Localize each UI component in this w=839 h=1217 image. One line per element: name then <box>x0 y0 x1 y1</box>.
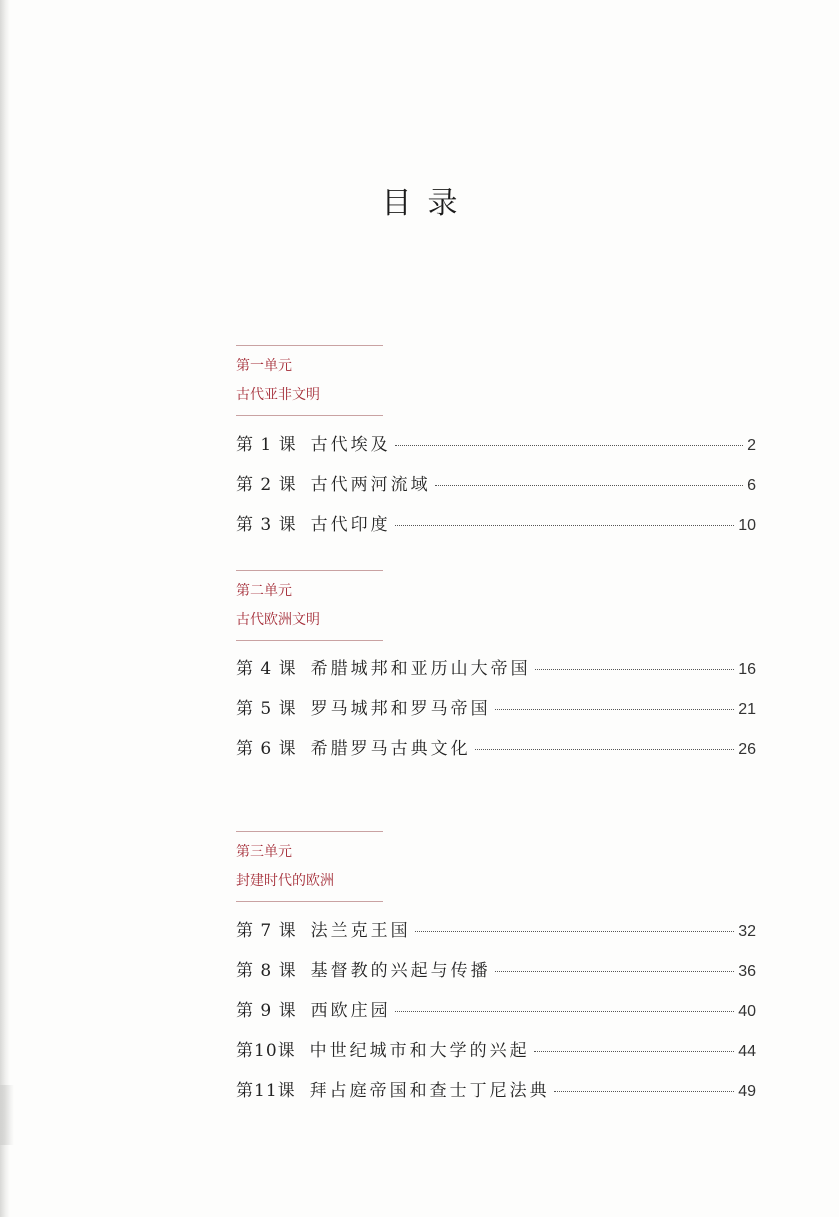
unit-top-rule <box>236 831 383 832</box>
unit-bottom-rule <box>236 901 383 902</box>
page-number: 6 <box>747 477 756 494</box>
page-number: 32 <box>738 923 756 940</box>
lesson-number: 第 9 课 <box>236 1001 297 1021</box>
unit-name: 古代亚非文明 <box>236 387 320 403</box>
lesson-number: 第 7 课 <box>236 921 297 941</box>
lesson-title: 古代埃及 <box>310 435 391 455</box>
lesson-number: 第 6 课 <box>236 739 297 759</box>
lesson-list-2 <box>236 654 756 774</box>
page-number: 44 <box>738 1043 756 1060</box>
unit-bottom-rule <box>236 415 383 416</box>
lesson-number: 第11课 <box>236 1081 296 1101</box>
lesson-title: 希腊罗马古典文化 <box>310 739 471 759</box>
lesson-title: 基督教的兴起与传播 <box>310 961 491 981</box>
unit-top-rule <box>236 345 383 346</box>
dot-leader <box>554 1091 735 1092</box>
page-number: 40 <box>738 1003 756 1020</box>
toc-entry[interactable] <box>236 430 756 470</box>
lesson-title: 西欧庄园 <box>310 1001 391 1021</box>
lesson-number: 第 2 课 <box>236 475 297 495</box>
lesson-title: 古代两河流域 <box>310 475 431 495</box>
lesson-title: 中世纪城市和大学的兴起 <box>309 1041 530 1061</box>
lesson-number: 第 4 课 <box>236 659 297 679</box>
dot-leader <box>475 749 735 750</box>
toc-entry[interactable] <box>236 470 756 510</box>
toc-entry[interactable] <box>236 956 756 996</box>
dot-leader <box>534 1051 735 1052</box>
page-number: 2 <box>747 437 756 454</box>
unit-header-3 <box>236 831 386 902</box>
page-title: 目录 <box>381 186 474 221</box>
page-number: 16 <box>738 661 756 678</box>
page-number: 26 <box>738 741 756 758</box>
dot-leader <box>495 971 735 972</box>
dot-leader <box>535 669 735 670</box>
lesson-number: 第 3 课 <box>236 515 297 535</box>
dot-leader <box>435 485 743 486</box>
lesson-number: 第10课 <box>236 1041 296 1061</box>
scan-mark <box>0 1085 14 1145</box>
unit-name: 封建时代的欧洲 <box>236 873 334 889</box>
lesson-title: 古代印度 <box>310 515 391 535</box>
page-number: 36 <box>738 963 756 980</box>
toc-entry[interactable] <box>236 916 756 956</box>
dot-leader <box>415 931 735 932</box>
unit-header-1 <box>236 345 386 416</box>
lesson-number: 第 1 课 <box>236 435 297 455</box>
unit-top-rule <box>236 570 383 571</box>
toc-entry[interactable] <box>236 510 756 550</box>
unit-number: 第二单元 <box>236 583 292 599</box>
toc-entry[interactable] <box>236 654 756 694</box>
lesson-list-3 <box>236 916 756 1116</box>
toc-entry[interactable] <box>236 1036 756 1076</box>
lesson-list-1 <box>236 430 756 550</box>
lesson-number: 第 8 课 <box>236 961 297 981</box>
unit-bottom-rule <box>236 640 383 641</box>
toc-entry[interactable] <box>236 694 756 734</box>
dot-leader <box>395 1011 735 1012</box>
lesson-title: 希腊城邦和亚历山大帝国 <box>310 659 531 679</box>
lesson-title: 法兰克王国 <box>310 921 411 941</box>
lesson-title: 罗马城邦和罗马帝国 <box>310 699 491 719</box>
toc-entry[interactable] <box>236 996 756 1036</box>
dot-leader <box>495 709 735 710</box>
lesson-number: 第 5 课 <box>236 699 297 719</box>
page-number: 49 <box>738 1083 756 1100</box>
toc-entry[interactable] <box>236 1076 756 1116</box>
unit-name: 古代欧洲文明 <box>236 612 320 628</box>
toc-entry[interactable] <box>236 734 756 774</box>
unit-number: 第三单元 <box>236 844 292 860</box>
page-number: 10 <box>738 517 756 534</box>
lesson-title: 拜占庭帝国和查士丁尼法典 <box>309 1081 550 1101</box>
dot-leader <box>395 525 735 526</box>
unit-header-2 <box>236 570 386 641</box>
dot-leader <box>395 445 743 446</box>
page-number: 21 <box>738 701 756 718</box>
unit-number: 第一单元 <box>236 358 292 374</box>
